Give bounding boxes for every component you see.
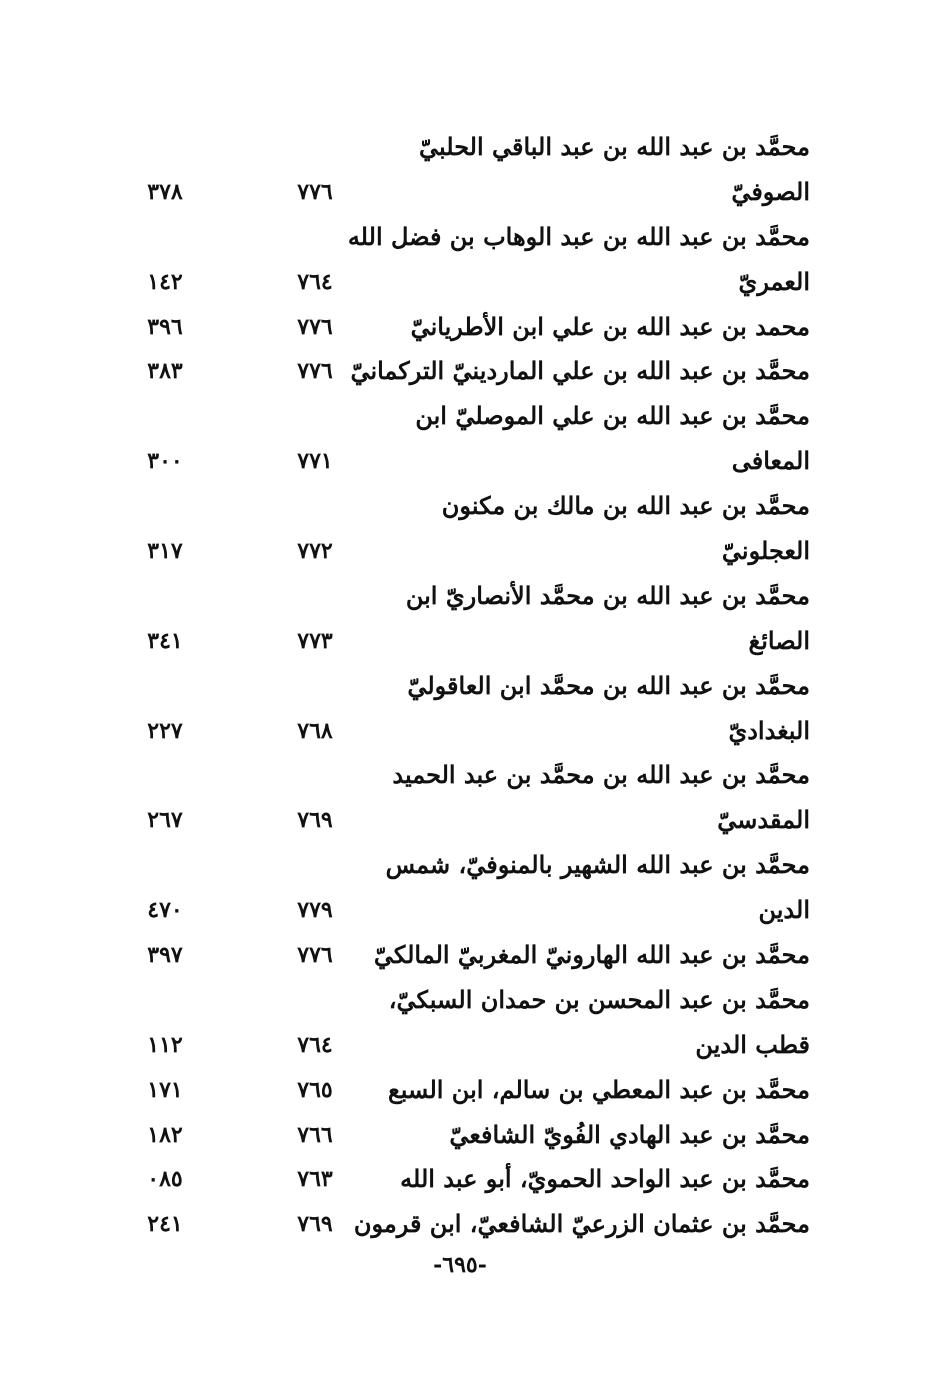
- index-row: [130, 888, 810, 933]
- entry-number: ٣٨٣: [147, 358, 183, 385]
- index-row: [130, 529, 810, 574]
- index-row: [130, 978, 810, 1023]
- entry-year: ٧٦٤: [297, 1031, 333, 1058]
- entry-number: ٣٤١: [147, 627, 183, 654]
- entry-number: ١١٢: [147, 1031, 183, 1058]
- entry-name: البغداديّ: [728, 715, 810, 745]
- entry-number: ٣١٧: [147, 538, 183, 565]
- index-row: [130, 709, 810, 754]
- entry-year: ٧٦٩: [297, 1211, 333, 1238]
- entry-number: [130, 978, 200, 1023]
- entry-year: ٧٦٦: [297, 1121, 333, 1148]
- index-row: [130, 753, 810, 798]
- entry-name: محمَّد بن عثمان الزرعيّ الشافعيّ، ابن قرمون: [353, 1209, 810, 1239]
- index-row: [130, 1068, 810, 1113]
- entry-number: ١٤٢: [147, 268, 183, 295]
- entry-year: ٧٧١: [297, 448, 333, 475]
- entry-number: ٤٧٠: [147, 897, 183, 924]
- entry-name: محمَّد بن عبد الله الشهير بالمنوفيّ، شمس: [385, 850, 810, 880]
- entry-number: ٢٤١: [147, 1211, 183, 1238]
- entry-name: المعافى: [731, 446, 810, 476]
- entry-year: ٧٧٦: [297, 313, 333, 340]
- index-row: [130, 843, 810, 888]
- entry-number: ٣٠٠: [147, 448, 183, 475]
- entry-number: [130, 484, 200, 529]
- entry-number: [130, 843, 200, 888]
- entry-year: ٧٦٣: [297, 1166, 333, 1193]
- index-row: [130, 170, 810, 215]
- entry-name: محمَّد بن عبد الله بن عبد الباقي الحلبيّ: [419, 132, 810, 161]
- entry-year: [280, 484, 350, 529]
- entry-name: العجلونيّ: [721, 536, 810, 566]
- entry-number: ٣٩٧: [147, 942, 183, 969]
- entry-year: [280, 664, 350, 709]
- entry-year: [280, 843, 350, 888]
- index-row: [130, 1113, 810, 1158]
- index-row: [130, 798, 810, 843]
- index-row: [130, 484, 810, 529]
- entry-name: محمَّد بن عبد الواحد الحمويّ، أبو عبد الله: [400, 1164, 810, 1194]
- entry-name: محمَّد بن عبد الهادي الفُويّ الشافعيّ: [449, 1119, 810, 1149]
- entry-name: محمَّد بن عبد المحسن بن حمدان السبكيّ،: [388, 984, 810, 1014]
- entry-number: ١٨٢: [147, 1121, 183, 1148]
- entry-name: محمَّد بن عبد الله بن محمَّد الأنصاريّ ابن: [405, 580, 810, 610]
- index-row: [130, 1202, 810, 1247]
- entry-number: [130, 125, 200, 170]
- entry-year: [280, 394, 350, 439]
- entry-name: محمَّد بن عبد الله بن علي الماردينيّ التركمانيّ: [350, 356, 810, 386]
- entry-year: ٧٧٢: [297, 538, 333, 565]
- index-row: [130, 260, 810, 305]
- entry-number: ٢٦٧: [147, 807, 183, 834]
- entry-name: محمَّد بن عبد الله بن عبد الوهاب بن فضل الله: [347, 221, 810, 251]
- entry-name: محمَّد بن عبد الله بن محمَّد ابن العاقوليّ: [407, 670, 810, 700]
- index-row: [130, 933, 810, 978]
- index-row: [130, 394, 810, 439]
- entry-year: ٧٧٦: [297, 178, 333, 205]
- entry-number: [130, 574, 200, 619]
- index-list: [130, 125, 810, 1247]
- index-row: [130, 305, 810, 350]
- index-row: [130, 215, 810, 260]
- entry-year: ٧٦٩: [297, 807, 333, 834]
- entry-name: الصوفيّ: [731, 176, 810, 206]
- entry-number: ٣٧٨: [147, 178, 183, 205]
- entry-year: ٧٧٣: [297, 627, 333, 654]
- entry-name: محمَّد بن عبد الله بن محمَّد بن عبد الحميد: [392, 760, 810, 790]
- index-row: [130, 664, 810, 709]
- index-row: [130, 619, 810, 664]
- entry-number: [130, 394, 200, 439]
- entry-year: [280, 574, 350, 619]
- entry-name: محمَّد بن عبد الله بن علي الموصليّ ابن: [415, 401, 810, 431]
- index-row: [130, 574, 810, 619]
- entry-year: ٧٦٨: [297, 717, 333, 744]
- entry-name: محمَّد بن عبد المعطي بن سالم، ابن السبع: [388, 1074, 810, 1104]
- entry-number: [130, 753, 200, 798]
- entry-number: ٣٩٦: [147, 313, 183, 340]
- entry-name: الصائغ: [748, 625, 810, 655]
- entry-name: محمَّد بن عبد الله بن مالك بن مكنون: [441, 491, 810, 521]
- entry-name: الدين: [758, 895, 810, 925]
- index-row: [130, 1023, 810, 1068]
- index-row: [130, 349, 810, 394]
- entry-year: [280, 753, 350, 798]
- entry-year: ٧٧٦: [297, 942, 333, 969]
- entry-name: قطب الدين: [695, 1029, 810, 1059]
- index-row: [130, 439, 810, 484]
- entry-number: ١٧١: [147, 1076, 183, 1103]
- entry-year: ٧٦٥: [297, 1076, 333, 1103]
- entry-name: العمريّ: [738, 266, 810, 296]
- entry-name: محمَّد بن عبد الله الهارونيّ المغربيّ المالكيّ: [373, 940, 810, 970]
- entry-year: ٧٦٤: [297, 268, 333, 295]
- entry-number: ٢٢٧: [147, 717, 183, 744]
- entry-number: [130, 215, 200, 260]
- page-number: -٦٩٥-: [433, 1252, 487, 1278]
- entry-year: ٧٧٦: [297, 358, 333, 385]
- entry-year: [280, 125, 350, 170]
- entry-number: ٠٨٥: [147, 1166, 183, 1193]
- entry-name: المقدسيّ: [717, 805, 810, 835]
- entry-name: محمد بن عبد الله بن علي ابن الأطريانيّ: [410, 311, 810, 341]
- entry-year: ٧٧٩: [297, 897, 333, 924]
- index-row: [130, 1157, 810, 1202]
- entry-year: [280, 978, 350, 1023]
- entry-number: [130, 664, 200, 709]
- entry-year: [280, 215, 350, 260]
- index-row: [130, 125, 810, 170]
